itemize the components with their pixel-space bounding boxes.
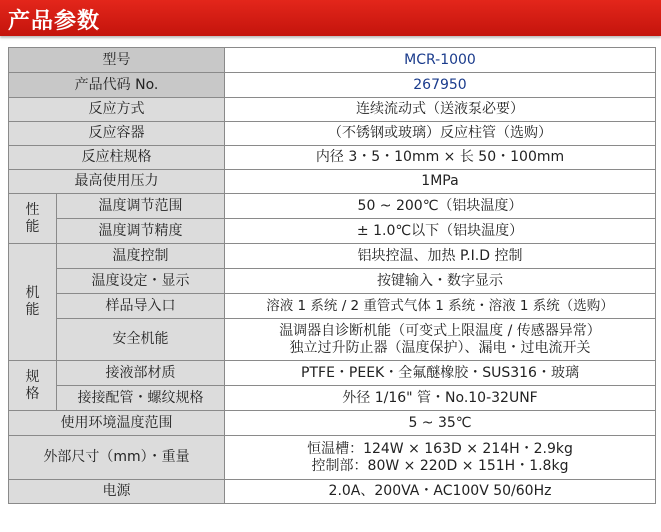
dimensions-value xyxy=(225,436,656,480)
code-value: 267950 xyxy=(225,73,656,98)
power-label: 电源 xyxy=(9,480,225,504)
model-value: MCR-1000 xyxy=(225,48,656,73)
sample-inlet-value: 溶液 1 系统 / 2 重管式气体 1 系统・溶液 1 系统（选购） xyxy=(225,294,656,319)
spec-table xyxy=(8,47,656,504)
safety-value-line-1: 温调器自诊断机能（可变式上限温度 / 传感器异常） xyxy=(279,322,601,339)
max-pressure-label: 最高使用压力 xyxy=(9,170,225,194)
sample-inlet-label: 样品导入口 xyxy=(57,294,225,319)
table-row xyxy=(9,294,656,319)
temp-range-value: 50 ~ 200℃（铝块温度） xyxy=(225,194,656,219)
reaction-vessel-label: 反应容器 xyxy=(9,122,225,146)
ambient-value: 5 ~ 35℃ xyxy=(225,411,656,436)
reaction-vessel-value: （不锈钢或玻璃）反应柱管（选购） xyxy=(225,122,656,146)
function-group-label: 机 能 xyxy=(9,244,57,361)
temp-control-label: 温度控制 xyxy=(57,244,225,269)
reaction-method-value: 连续流动式（送液泵必要） xyxy=(225,98,656,122)
reaction-method-label: 反应方式 xyxy=(9,98,225,122)
table-row xyxy=(9,48,656,73)
temp-setting-value: 按键输入・数字显示 xyxy=(225,269,656,294)
table-row xyxy=(9,386,656,411)
table-row xyxy=(9,146,656,170)
table-row xyxy=(9,73,656,98)
table-row xyxy=(9,170,656,194)
temp-control-value: 铝块控温、加热 P.I.D 控制 xyxy=(225,244,656,269)
max-pressure-value: 1MPa xyxy=(225,170,656,194)
column-spec-label: 反应柱规格 xyxy=(9,146,225,170)
table-row xyxy=(9,244,656,269)
ambient-label: 使用环境温度范围 xyxy=(9,411,225,436)
temp-accuracy-value: ± 1.0℃以下（铝块温度） xyxy=(225,219,656,244)
performance-group-label: 性 能 xyxy=(9,194,57,244)
wetted-material-label: 接液部材质 xyxy=(57,361,225,386)
temp-setting-label: 温度设定・显示 xyxy=(57,269,225,294)
table-row xyxy=(9,361,656,386)
code-label: 产品代码 No. xyxy=(9,73,225,98)
temp-accuracy-label: 温度调节精度 xyxy=(57,219,225,244)
table-row xyxy=(9,122,656,146)
column-spec-value: 内径 3・5・10mm × 长 50・100mm xyxy=(225,146,656,170)
table-row xyxy=(9,480,656,504)
wetted-material-value: PTFE・PEEK・全氟醚橡胶・SUS316・玻璃 xyxy=(225,361,656,386)
temp-range-label: 温度调节范围 xyxy=(57,194,225,219)
dimensions-value-line-1: 恒温槽：124W × 163D × 214H・2.9kg xyxy=(307,440,573,457)
power-value: 2.0A、200VA・AC100V 50/60Hz xyxy=(225,480,656,504)
safety-label: 安全机能 xyxy=(57,319,225,361)
fittings-label: 接接配管・螺纹规格 xyxy=(57,386,225,411)
page-title: 产品参数 xyxy=(8,9,101,34)
safety-value xyxy=(225,319,656,361)
table-row xyxy=(9,269,656,294)
fittings-value: 外径 1/16" 管・No.10-32UNF xyxy=(225,386,656,411)
header-banner xyxy=(0,0,661,36)
table-row xyxy=(9,319,656,361)
safety-value-line-2: 独立过升防止器（温度保护）、漏电・过电流开关 xyxy=(289,339,591,356)
table-row xyxy=(9,219,656,244)
table-row xyxy=(9,194,656,219)
dimensions-label: 外部尺寸（mm）・重量 xyxy=(9,436,225,480)
specification-group-label: 规 格 xyxy=(9,361,57,411)
table-row xyxy=(9,411,656,436)
table-row xyxy=(9,436,656,480)
table-row xyxy=(9,98,656,122)
dimensions-value-line-2: 控制部：80W × 220D × 151H・1.8kg xyxy=(311,457,569,474)
model-label: 型号 xyxy=(9,48,225,73)
